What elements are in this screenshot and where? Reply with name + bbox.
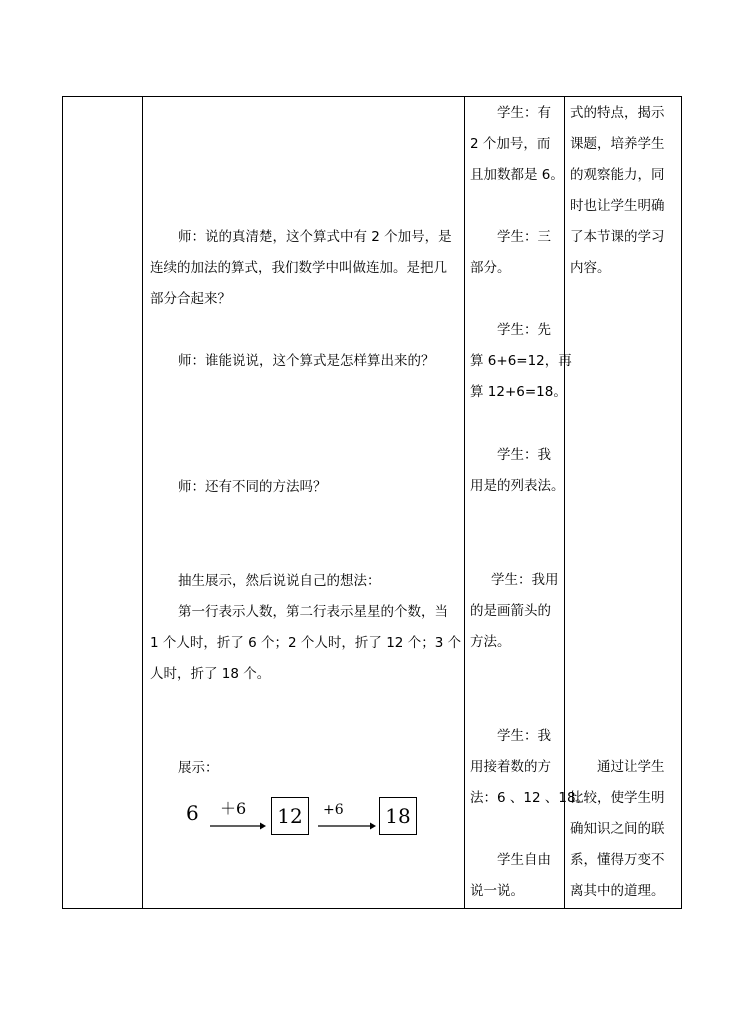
show-label: 展示： <box>178 760 219 776</box>
student-answer-line: 学生：先 <box>497 322 551 338</box>
diagram-start-number: 6 <box>186 801 199 825</box>
student-answer-line: 算 12+6=18。 <box>470 384 567 400</box>
right-arrow-icon <box>210 821 266 831</box>
diagram-step-label: +6 <box>323 802 344 818</box>
demo-desc-line: 第一行表示人数，第二行表示星星的个数，当 <box>178 604 448 620</box>
intent-line: 通过让学生 <box>597 759 665 775</box>
column-divider <box>464 97 465 908</box>
intent-line: 确知识之间的联 <box>570 821 665 837</box>
intent-line: 系，懂得万变不 <box>570 852 665 868</box>
intent-line: 的观察能力，同 <box>570 167 665 183</box>
student-answer-line: 学生：我 <box>497 447 551 463</box>
student-answer-line: 算 6+6=12，再 <box>470 353 572 369</box>
diagram-result-box: 12 <box>271 797 309 835</box>
student-answer-line: 部分。 <box>470 260 511 276</box>
demo-desc-line: 1 个人时，折了 6 个；2 个人时，折了 12 个；3 个 <box>150 635 462 651</box>
student-answer-line: 方法。 <box>470 634 511 650</box>
teacher-question: 师：谁能说说，这个算式是怎样算出来的？ <box>178 353 435 369</box>
student-answer-line: 法：6 、12 、18。 <box>470 790 590 806</box>
teacher-line: 师：说的真清楚，这个算式中有 2 个加号，是 <box>178 229 452 245</box>
student-answer-line: 学生：我 <box>497 728 551 744</box>
teacher-question: 师：还有不同的方法吗？ <box>178 479 327 495</box>
demo-desc-line: 人时，折了 18 个。 <box>150 666 271 682</box>
student-answer-line: 的是画箭头的 <box>470 603 551 619</box>
intent-line: 式的特点，揭示 <box>570 105 665 121</box>
student-answer-line: 说一说。 <box>470 883 524 899</box>
intent-line: 内容。 <box>570 260 611 276</box>
student-answer-line: 学生自由 <box>497 852 551 868</box>
column-divider <box>142 97 143 908</box>
student-answer-line: 学生：有 <box>497 105 551 121</box>
student-answer-line: 且加数都是 6。 <box>470 167 564 183</box>
intent-line: 了本节课的学习 <box>570 229 665 245</box>
diagram-step-label: ＋6 <box>220 799 247 818</box>
student-answer-line: 学生：三 <box>497 229 551 245</box>
student-answer-line: 学生：我用 <box>491 572 559 588</box>
intent-line: 比较，使学生明 <box>570 790 665 806</box>
diagram-result-box: 18 <box>379 797 417 835</box>
student-answer-line: 用是的列表法。 <box>470 478 565 494</box>
student-answer-line: 用接着数的方 <box>470 759 551 775</box>
intent-line: 课题，培养学生 <box>570 136 665 152</box>
demo-intro: 抽生展示，然后说说自己的想法： <box>178 573 381 589</box>
intent-line: 离其中的道理。 <box>570 883 665 899</box>
teacher-line: 连续的加法的算式，我们数学中叫做连加。是把几 <box>150 260 447 276</box>
right-arrow-icon <box>318 821 376 831</box>
teacher-line: 部分合起来？ <box>150 291 231 307</box>
student-answer-line: 2 个加号，而 <box>470 136 551 152</box>
intent-line: 时也让学生明确 <box>570 198 665 214</box>
